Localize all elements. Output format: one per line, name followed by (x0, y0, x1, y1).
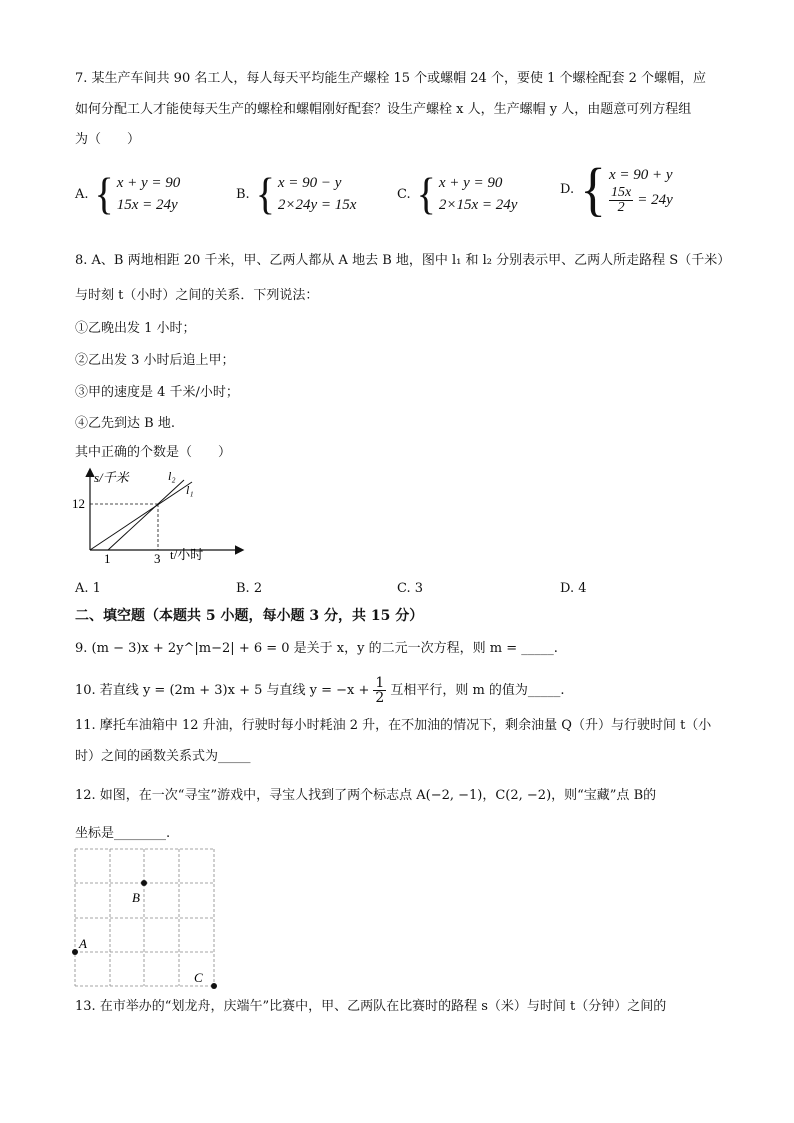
option-label: A. (75, 186, 89, 202)
y-tick-12: 12 (72, 496, 85, 511)
x-tick-3: 3 (154, 551, 161, 566)
q11-line-1: 11. 摩托车油箱中 12 升油，行驶时每小时耗油 2 升，在不加油的情况下，剩余油量 Q（升）与行驶时间 t（小 (75, 718, 712, 733)
grid-lines (75, 849, 214, 986)
equation-2: 2×24y = 15x (277, 197, 357, 213)
q11-line-2: 时）之间的函数关系式为_____ (75, 749, 251, 764)
equation-rest: = 24y (637, 192, 673, 208)
q8-statement-2: ②乙出发 3 小时后追上甲； (75, 353, 235, 368)
equation-1: x = 90 + y (609, 166, 673, 183)
q8-statement-4: ④乙先到达 B 地. (75, 416, 175, 431)
point-c (211, 983, 217, 989)
q8-option-a: A. 1 (75, 581, 101, 596)
label-a: A (79, 936, 87, 951)
q10-text-after: 互相平行，则 m 的值为_____. (390, 682, 565, 698)
equation-1: x + y = 90 (116, 175, 181, 191)
equation-1: x = 90 − y (277, 175, 342, 191)
y-axis-label: s/千米 (94, 470, 129, 485)
q8-question: 其中正确的个数是（ ） (75, 445, 232, 460)
x-tick-1: 1 (104, 551, 111, 566)
option-label: B. (236, 186, 250, 202)
option-label: D. (560, 181, 575, 197)
equation-1: x + y = 90 (438, 175, 503, 191)
label-l1: l₁ (186, 483, 194, 497)
q7-line-3: 为（ ） (75, 132, 141, 147)
fraction-denominator: 2 (375, 690, 385, 706)
x-axis-label: t/小时 (170, 547, 204, 562)
q12-grid (66, 842, 226, 992)
q7-line-1: 7. 某生产车间共 90 名工人，每人每天平均能生产螺栓 15 个或螺帽 24 个，要使 1 个螺栓配套 2 个螺帽，应 (75, 71, 707, 86)
q8-statement-3: ③甲的速度是 4 千米/小时； (75, 385, 239, 400)
equation-system (609, 164, 673, 215)
brace-icon: { (94, 168, 114, 219)
q9: 9. (m − 3)x + 2y^|m−2| + 6 = 0 是关于 x，y 的二元一次方程，则 m = _____. (75, 641, 558, 656)
q7-option-c (397, 168, 518, 219)
q7-option-b (236, 168, 357, 219)
section-2-heading: 二、填空题（本题共 5 小题，每小题 3 分，共 15 分） (75, 608, 424, 624)
q7-option-d (560, 156, 673, 222)
q10 (75, 676, 565, 705)
q8-option-b: B. 2 (236, 581, 263, 596)
brace-icon: { (255, 168, 275, 219)
q7-line-2: 如何分配工人才能使每天生产的螺栓和螺帽刚好配套？设生产螺栓 x 人，生产螺帽 y 人，由题意可列方程组 (75, 102, 692, 117)
q8-graph (66, 466, 246, 571)
q8-option-d: D. 4 (560, 581, 587, 596)
fraction-numerator: 15x (611, 184, 632, 200)
line-l1 (90, 482, 192, 550)
fraction (373, 676, 386, 705)
q8-line-2: 与时刻 t（小时）之间的关系．下列说法： (75, 288, 319, 303)
fraction-denominator: 2 (617, 199, 625, 215)
label-l2: l₂ (168, 469, 176, 483)
label-c: C (194, 970, 203, 985)
q8-statement-1: ①乙晚出发 1 小时； (75, 321, 196, 336)
point-a (72, 949, 78, 955)
label-b: B (132, 890, 140, 905)
q10-text-before: 10. 若直线 y = (2m + 3)x + 5 与直线 y = −x + (75, 682, 370, 698)
fraction (609, 186, 633, 215)
option-label: C. (397, 186, 411, 202)
line-l2 (108, 480, 184, 550)
q12-line-1: 12. 如图，在一次“寻宝”游戏中，寻宝人找到了两个标志点 A(−2, −1)，C(2, −2)，则“宝藏”点 B的 (75, 788, 657, 803)
fraction-numerator: 1 (375, 675, 385, 691)
equation-system (117, 172, 181, 216)
q7-option-a (75, 168, 181, 219)
equation-system (439, 172, 518, 216)
equation-2 (609, 186, 673, 215)
brace-icon: { (416, 168, 436, 219)
equation-2: 2×15x = 24y (438, 197, 518, 213)
equation-system (278, 172, 357, 216)
point-b (141, 880, 147, 886)
brace-icon: { (580, 156, 607, 222)
q8-option-c: C. 3 (397, 581, 424, 596)
equation-2: 15x = 24y (116, 197, 178, 213)
q8-line-1: 8. A、B 两地相距 20 千米，甲、乙两人都从 A 地去 B 地，图中 l₁ 和 l₂ 分别表示甲、乙两人所走路程 S（千米） (75, 253, 731, 268)
q12-line-2: 坐标是________. (75, 826, 171, 841)
q13-line-1: 13. 在市举办的“划龙舟，庆端午”比赛中，甲、乙两队在比赛时的路程 s（米）与时间 t（分钟）之间的 (75, 999, 667, 1014)
